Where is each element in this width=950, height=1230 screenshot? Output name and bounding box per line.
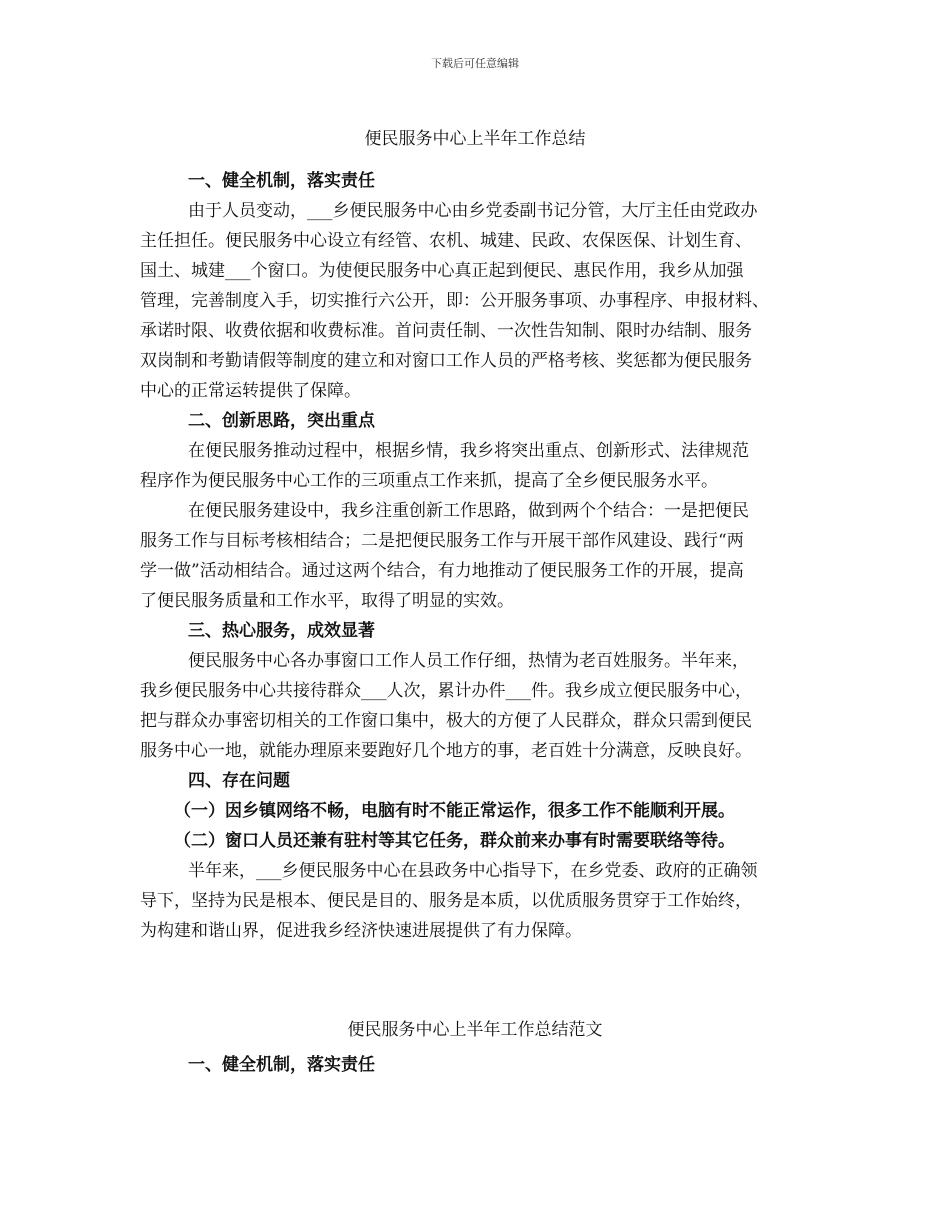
paragraph-line: 中心的正常运转提供了保障。 — [140, 381, 361, 401]
section-heading: 一、健全机制，落实责任 — [188, 1055, 375, 1075]
paragraph-line: 承诺时限、收费依据和收费标准。首问责任制、一次性告知制、限时办结制、服务 — [140, 321, 752, 341]
paragraph-line: 服务中心一地，就能办理原来要跑好几个地方的事，老百姓十分满意，反映良好。 — [140, 741, 752, 761]
section-heading: 三、热心服务，成效显著 — [188, 621, 375, 641]
paragraph-line: 把与群众办事密切相关的工作窗口集中，极大的方便了人民群众，群众只需到便民 — [140, 711, 752, 731]
paragraph-line: 在便民服务建设中，我乡注重创新工作思路，做到两个个结合：一是把便民 — [188, 501, 749, 521]
header-note: 下载后可任意编辑 — [431, 57, 519, 70]
section-heading: 四、存在问题 — [188, 771, 290, 791]
paragraph-line: 服务工作与目标考核相结合；二是把便民服务工作与开展干部作风建设、践行“两 — [140, 531, 744, 551]
paragraph-line: 我乡便民服务中心共接待群众___人次，累计办件___件。我乡成立便民服务中心， — [140, 681, 752, 701]
paragraph-line: 学一做”活动相结合。通过这两个结合，有力地推动了便民服务工作的开展，提高 — [140, 561, 744, 581]
paragraph-line: 国土、城建___个窗口。为使便民服务中心真正起到便民、惠民作用，我乡从加强 — [140, 261, 744, 281]
second-document-title: 便民服务中心上半年工作总结范文 — [347, 1020, 603, 1040]
issue-item: （二）窗口人员还兼有驻村等其它任务，群众前来办事有时需要联络等待。 — [174, 831, 735, 851]
paragraph-line: 在便民服务推动过程中，根据乡情，我乡将突出重点、创新形式、法律规范 — [188, 441, 749, 461]
paragraph-line: 主任担任。便民服务中心设立有经管、农机、城建、民政、农保医保、计划生育、 — [140, 231, 752, 251]
paragraph-line: 半年来，___乡便民服务中心在县政务中心指导下，在乡党委、政府的正确领 — [188, 861, 758, 881]
paragraph-line: 便民服务中心各办事窗口工作人员工作仔细，热情为老百姓服务。半年来， — [188, 651, 749, 671]
paragraph-line: 由于人员变动，___乡便民服务中心由乡党委副书记分管，大厅主任由党政办 — [188, 201, 758, 221]
document-body — [140, 166, 830, 946]
paragraph-line: 导下，坚持为民是根本、便民是目的、服务是本质，以优质服务贯穿于工作始终， — [140, 891, 752, 911]
section-heading: 一、健全机制，落实责任 — [188, 171, 375, 191]
second-document-body — [140, 1050, 830, 1080]
paragraph-line: 为构建和谐山界，促进我乡经济快速进展提供了有力保障。 — [140, 921, 582, 941]
paragraph-line: 程序作为便民服务中心工作的三项重点工作来抓，提高了全乡便民服务水平。 — [140, 471, 718, 491]
section-heading: 二、创新思路，突出重点 — [188, 411, 375, 431]
document-title: 便民服务中心上半年工作总结 — [364, 129, 586, 149]
issue-item: （一）因乡镇网络不畅，电脑有时不能正常运作，很多工作不能顺利开展。 — [174, 801, 735, 821]
paragraph-line: 管理，完善制度入手，切实推行六公开，即：公开服务事项、办事程序、申报材料、 — [140, 291, 769, 311]
paragraph-line: 了便民服务质量和工作水平，取得了明显的实效。 — [140, 591, 514, 611]
paragraph-line: 双岗制和考勤请假等制度的建立和对窗口工作人员的严格考核、奖惩都为便民服务 — [140, 351, 752, 371]
